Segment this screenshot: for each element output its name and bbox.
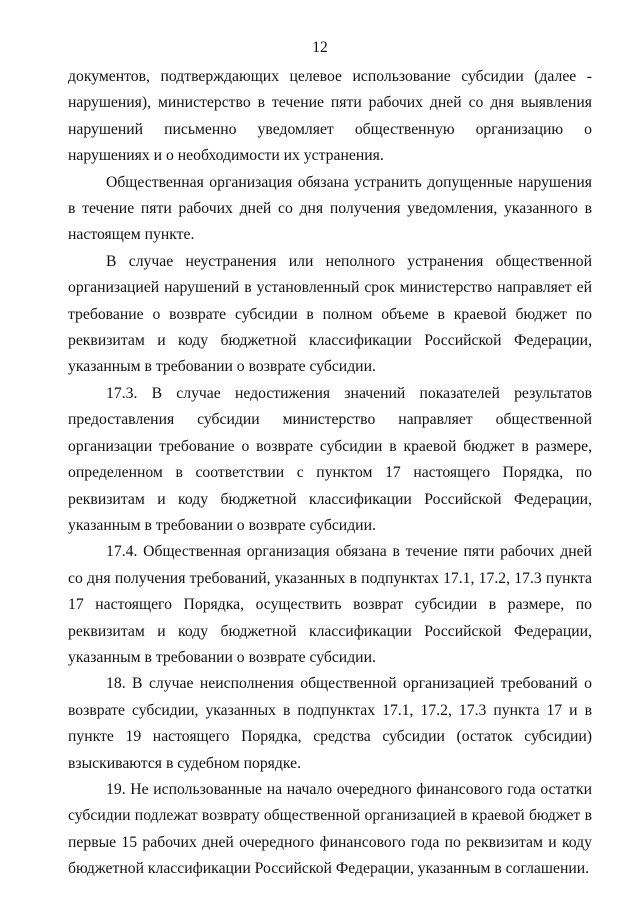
paragraph-18: 18. В случае неисполнения общественной организацией требований о возврате субсидии, указанных в подпунктах 17.1, 17.2, 17.3 пункта 17 и в пункте 19 настоящего Порядка, средства субсидии (остаток субсидии) взыскиваются в судебном порядке. (68, 675, 592, 772)
paragraph-correction-obligation: Общественная организация обязана устранить допущенные нарушения в течение пяти рабочих дней со дня получения уведомления, указанного в настоящем пункте. (68, 173, 592, 244)
paragraph-17-4: 17.4. Общественная организация обязана в течение пяти рабочих дней со дня получения требований, указанных в подпунктах 17.1, 17.2, 17.3 пункта 17 настоящего Порядка, осуществить возврат субсидии в размере, по реквизитам и коду бюджетной классификации Российской Федерации, указанным в требовании о возврате субсидии. (68, 543, 592, 666)
paragraph-continuation: документов, подтверждающих целевое использование субсидии (далее - нарушения), министерство в течение пяти рабочих дней со дня выявления нарушений письменно уведомляет общественную организацию о нарушениях и о необходимости их устранения. (68, 68, 592, 165)
document-body (68, 64, 592, 883)
paragraph-19: 19. Не использованные на начало очередного финансового года остатки субсидии подлежат возврату общественной организацией в краевой бюджет в первые 15 рабочих дней очередного финансового года по реквизитам и коду бюджетной классификации Российской Федерации, указанным в соглашении. (68, 780, 592, 878)
page-number: 12 (312, 39, 328, 56)
paragraph-17-3: 17.3. В случае недостижения значений показателей результатов предоставления субсидии министерство направляет общественной организации требование о возврате субсидии в краевой бюджет в размере, определенном в соответствии с пунктом 17 настоящего Порядка, по реквизитам и коду бюджетной классификации Российской Федерации, указанным в требовании о возврате субсидии. (68, 384, 592, 534)
paragraph-nonremediation: В случае неустранения или неполного устранения общественной организацией нарушений в установленный срок министерство направляет ей требование о возврате субсидии в полном объеме в краевой бюджет по реквизитам и коду бюджетной классификации Российской Федерации, указанным в требовании о возврате субсидии. (68, 252, 592, 376)
